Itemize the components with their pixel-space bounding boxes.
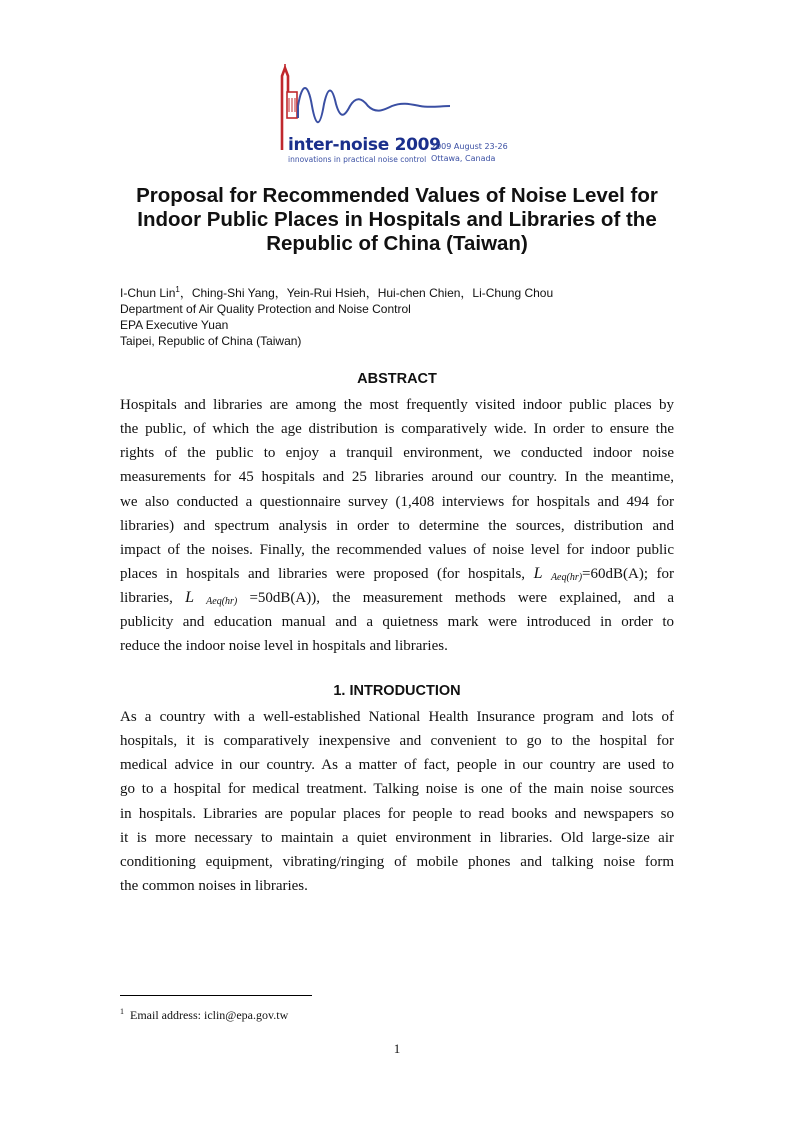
footnote-number: 1 [120, 1007, 124, 1016]
logo-wordmark: inter-noise 2009 [288, 135, 441, 155]
affiliation-line: Department of Air Quality Protection and Noise Control [120, 302, 411, 316]
title-line: Indoor Public Places in Hospitals and Libraries of the [137, 208, 657, 231]
footnote [120, 1007, 288, 1023]
title-line: Proposal for Recommended Values of Noise Level for [136, 184, 658, 207]
abstract-body [120, 393, 674, 659]
abstract-line: rights of the public to enjoy a tranquil environment, we conducted indoor noise [120, 445, 674, 462]
abstract-line: places in hospitals and libraries were proposed (for hospitals, L $_{Aeq(hr)}$=60dB(A); for [120, 564, 674, 583]
affiliation-line: EPA Executive Yuan [120, 318, 229, 332]
abstract-line: measurements for 45 hospitals and 25 libraries around our country. In the meantime, [120, 469, 674, 486]
page-number: 1 [393, 1041, 401, 1056]
logo-tagline: innovations in practical noise control [288, 155, 427, 164]
abstract-line: reduce the indoor noise level in hospitals and libraries. [120, 638, 448, 655]
abstract-line: publicity and education manual and a quietness mark were introduced in order to [120, 614, 674, 631]
paper-title [100, 184, 694, 256]
abstract-line: impact of the noises. Finally, the recommended values of noise level for indoor public [120, 541, 674, 558]
introduction-heading: 1. INTRODUCTION [333, 683, 461, 699]
co-authors: ，Ching-Shi Yang，Yein-Rui Hsieh，Hui-chen Chien，Li-Chung Chou [179, 286, 554, 300]
intro-line: As a country with a well-established National Health Insurance program and lots of [120, 709, 674, 725]
abstract-line: Hospitals and libraries are among the most frequently visited indoor public places by [120, 397, 674, 413]
footnote-divider [120, 995, 312, 996]
intro-line: in hospitals. Libraries are popular places for people to read books and newspapers so [120, 805, 674, 822]
abstract-line: we also conducted a questionnaire survey (1,408 interviews for hospitals and 494 for [120, 493, 674, 510]
intro-line: conditioning equipment, vibrating/ringing of mobile phones and talking noise form [120, 853, 674, 870]
footnote-text: Email address: iclin@epa.gov.tw [130, 1008, 289, 1022]
intro-line: it is more necessary to maintain a quiet environment in libraries. Old large-size air [120, 829, 674, 846]
conference-logo [270, 62, 530, 172]
intro-line: the common noises in libraries. [120, 877, 308, 894]
footnote-marker: 1 [175, 285, 180, 294]
abstract-line: the public, of which the age distribution is comparatively wide. In order to ensure the [120, 421, 674, 438]
author-block [120, 282, 553, 349]
logo-date: 2009 August 23-26 [431, 142, 508, 151]
intro-line: medical advice in our country. As a matter of fact, people in our country are used to [120, 757, 674, 774]
laeq-symbol: L $_{Aeq(hr)}$ [185, 589, 238, 608]
abstract-line: libraries) and spectrum analysis in order to determine the sources, distribution and [120, 517, 674, 534]
introduction-body [120, 705, 674, 898]
first-author: I-Chun Lin [120, 286, 176, 300]
author-list [120, 282, 553, 301]
logo-location: Ottawa, Canada [431, 154, 496, 163]
intro-line: go to a hospital for medical treatment. Talking noise is one of the main noise sources [120, 781, 674, 798]
abstract-heading: ABSTRACT [357, 371, 437, 387]
title-line: Republic of China (Taiwan) [266, 232, 528, 255]
abstract-line: libraries, L $_{Aeq(hr)}$ =50dB(A)), the measurement methods were explained, and a [120, 589, 675, 608]
affiliation-line: Taipei, Republic of China (Taiwan) [120, 334, 302, 348]
intro-line: hospitals, it is comparatively inexpensive and convenient to go to the hospital for [120, 733, 674, 750]
laeq-symbol: L $_{Aeq(hr)}$ [533, 564, 583, 583]
